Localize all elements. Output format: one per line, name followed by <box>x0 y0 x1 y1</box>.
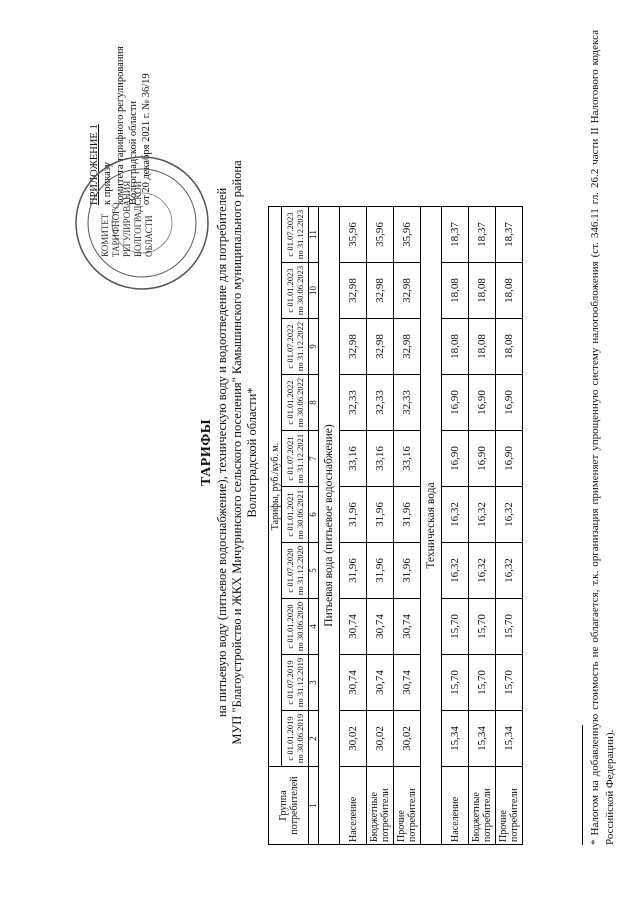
title-subline: Волгоградской области* <box>245 387 259 518</box>
tariff-cell: 33,16 <box>340 431 367 487</box>
column-index: 8 <box>309 375 319 431</box>
tariff-cell: 32,98 <box>340 263 367 319</box>
tariff-cell: 16,90 <box>469 431 496 487</box>
footnote: * Налогом на добавленную стоимость не облагается, т.к. организация применяет упрощенную систему налогообложения (ст. 346.11 гл. 26.2 части II Налогового кодекса Российской Федерации). <box>589 30 616 845</box>
tariff-cell: 30,74 <box>340 655 367 711</box>
period-header: с 01.07.2019 по 31.12.2019 <box>282 655 309 711</box>
tariff-cell: 32,98 <box>367 263 394 319</box>
tariff-cell: 18,08 <box>496 263 523 319</box>
column-index: 6 <box>309 487 319 543</box>
tariff-cell: 31,96 <box>394 487 421 543</box>
period-header: с 01.07.2020 по 31.12.2020 <box>282 543 309 599</box>
tariff-cell: 30,74 <box>367 655 394 711</box>
section-title: Питьевая вода (питьевое водоснабжение) <box>319 207 340 845</box>
tariff-cell: 15,34 <box>442 711 469 767</box>
column-index: 5 <box>309 543 319 599</box>
approval-line: ПРИЛОЖЕНИЕ 1 <box>89 124 100 205</box>
tariff-cell: 18,37 <box>496 207 523 263</box>
column-index: 7 <box>309 431 319 487</box>
tariff-cell: 18,37 <box>469 207 496 263</box>
tariff-cell: 31,96 <box>340 487 367 543</box>
table-row <box>367 207 394 845</box>
period-header: с 01.01.2020 по 30.06.2020 <box>282 599 309 655</box>
footnote-divider <box>582 725 583 845</box>
tariff-cell: 18,08 <box>496 319 523 375</box>
table-row <box>469 207 496 845</box>
title-subline: на питьевую воду (питьевое водоснабжение), техническую воду и водоотведение для потребителей <box>215 187 229 718</box>
column-index: 9 <box>309 319 319 375</box>
tariff-cell: 30,74 <box>394 599 421 655</box>
tariff-cell: 15,34 <box>496 711 523 767</box>
group-cell: Население <box>442 767 469 845</box>
tariff-cell: 15,70 <box>496 655 523 711</box>
tariff-cell: 32,33 <box>394 375 421 431</box>
approval-line: от 20 декабря 2021 г. № 36/19 <box>141 73 152 205</box>
tariff-cell: 32,33 <box>367 375 394 431</box>
tariff-cell: 35,96 <box>367 207 394 263</box>
tariff-cell: 15,70 <box>442 599 469 655</box>
period-header: с 01.07.2022 по 31.12.2022 <box>282 319 309 375</box>
period-header: с 01.07.2021 по 31.12.2021 <box>282 431 309 487</box>
tariff-cell: 31,96 <box>340 543 367 599</box>
period-header: с 01.01.2023 по 30.06.2023 <box>282 263 309 319</box>
period-header: с 01.01.2022 по 30.06.2022 <box>282 375 309 431</box>
tariff-table <box>268 206 523 845</box>
tariff-cell: 16,90 <box>442 431 469 487</box>
tariff-cell: 16,32 <box>442 487 469 543</box>
tariff-cell: 30,02 <box>340 711 367 767</box>
group-header: Группа потребителей <box>269 767 309 845</box>
period-header: с 01.01.2021 по 30.06.2021 <box>282 487 309 543</box>
table-row <box>394 207 421 845</box>
group-cell: Население <box>340 767 367 845</box>
tariff-cell: 31,96 <box>367 543 394 599</box>
tariff-cell: 30,74 <box>367 599 394 655</box>
tariff-cell: 16,90 <box>469 375 496 431</box>
tariff-cell: 16,32 <box>496 543 523 599</box>
column-index: 10 <box>309 263 319 319</box>
tariff-cell: 31,96 <box>367 487 394 543</box>
tariff-cell: 35,96 <box>340 207 367 263</box>
table-row <box>496 207 523 845</box>
tariff-cell: 15,70 <box>442 655 469 711</box>
group-cell: Бюджетные потребители <box>367 767 394 845</box>
tariff-cell: 16,32 <box>469 487 496 543</box>
column-index: 2 <box>309 711 319 767</box>
approval-line: к приказу <box>102 162 113 205</box>
tariff-cell: 16,90 <box>496 431 523 487</box>
page-title: ТАРИФЫ <box>199 419 214 486</box>
tariff-cell: 32,33 <box>340 375 367 431</box>
group-cell: Прочие потребители <box>394 767 421 845</box>
tariffs-header: Тарифы, руб./куб. м. <box>269 207 282 767</box>
tariff-cell: 16,32 <box>496 487 523 543</box>
tariff-cell: 15,34 <box>469 711 496 767</box>
tariff-cell: 16,90 <box>442 375 469 431</box>
tariff-cell: 15,70 <box>469 655 496 711</box>
stamp-text: КОМИТЕТ ТАРИФНОГО РЕГУЛИРОВАНИЯ ВОЛГОГРАДСКОЙ ОБЛАСТИ <box>100 180 154 257</box>
section-row <box>421 207 442 845</box>
group-cell: Бюджетные потребители <box>469 767 496 845</box>
approval-line: комитета тарифного регулирования <box>115 46 126 205</box>
tariff-cell: 31,96 <box>394 543 421 599</box>
tariff-cell: 35,96 <box>394 207 421 263</box>
column-index-row <box>309 207 319 845</box>
tariff-cell: 16,90 <box>496 375 523 431</box>
tariff-cell: 33,16 <box>367 431 394 487</box>
approval-line: Волгоградской области <box>128 100 139 205</box>
column-index: 11 <box>309 207 319 263</box>
table-row <box>340 207 367 845</box>
tariff-cell: 18,37 <box>442 207 469 263</box>
group-cell: Прочие потребители <box>496 767 523 845</box>
tariff-cell: 30,02 <box>367 711 394 767</box>
tariff-cell: 18,08 <box>469 263 496 319</box>
section-row <box>319 207 340 845</box>
tariff-cell: 32,98 <box>367 319 394 375</box>
tariff-cell: 18,08 <box>469 319 496 375</box>
period-header: с 01.07.2023 по 31.12.2023 <box>282 207 309 263</box>
period-header: с 01.01.2019 по 30.06.2019 <box>282 711 309 767</box>
tariff-cell: 30,02 <box>394 711 421 767</box>
tariff-cell: 32,98 <box>394 319 421 375</box>
tariff-cell: 30,74 <box>340 599 367 655</box>
column-index: 1 <box>309 767 319 845</box>
tariff-cell: 15,70 <box>496 599 523 655</box>
title-block <box>198 40 260 865</box>
tariff-cell: 30,74 <box>394 655 421 711</box>
column-index: 3 <box>309 655 319 711</box>
tariff-cell: 16,32 <box>442 543 469 599</box>
table-row <box>442 207 469 845</box>
column-index: 4 <box>309 599 319 655</box>
tariff-cell: 18,08 <box>442 319 469 375</box>
tariff-cell: 18,08 <box>442 263 469 319</box>
tariff-cell: 32,98 <box>340 319 367 375</box>
tariff-cell: 15,70 <box>469 599 496 655</box>
section-title: Техническая вода <box>421 207 442 845</box>
title-subline: МУП "Благоустройство и ЖКХ Мичуринского сельского поселения" Камышинского муниципального района <box>230 160 244 745</box>
tariff-cell: 16,32 <box>469 543 496 599</box>
tariff-cell: 33,16 <box>394 431 421 487</box>
tariff-cell: 32,98 <box>394 263 421 319</box>
